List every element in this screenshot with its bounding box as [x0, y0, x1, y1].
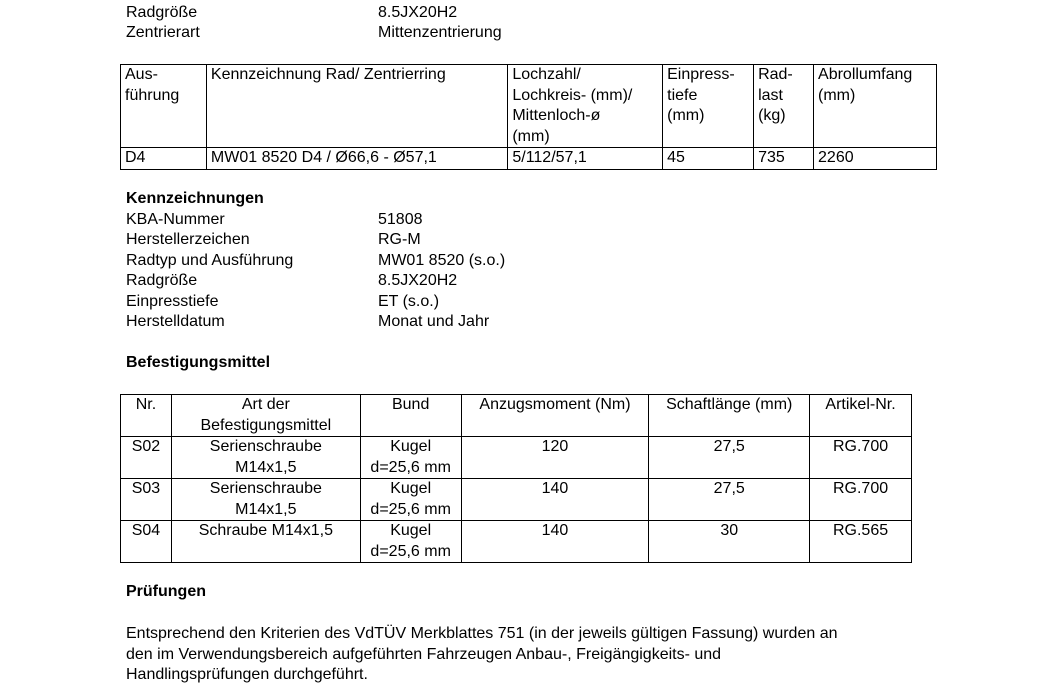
field-label: Herstelldatum — [126, 313, 225, 330]
table-row — [121, 437, 912, 479]
table-cell: RG.700 — [810, 437, 912, 479]
table-cell: Schraube M14x1,5 — [171, 521, 360, 563]
field-label: Radgröße — [126, 4, 198, 21]
table-cell: Serienschraube M14x1,5 — [171, 437, 360, 479]
header-cell: Art der Befestigungsmittel — [171, 395, 360, 437]
table-cell: MW01 8520 D4 / Ø66,6 - Ø57,1 — [206, 148, 507, 170]
table-cell: Kugel d=25,6 mm — [360, 479, 461, 521]
field-label: Zentrierart — [126, 24, 200, 41]
table-cell: 30 — [649, 521, 810, 563]
table-cell: 5/112/57,1 — [508, 148, 663, 170]
header-cell: Anzugsmoment (Nm) — [461, 395, 649, 437]
header-cell: Lochzahl/ Lochkreis- (mm)/ Mittenloch-ø (mm) — [508, 65, 663, 148]
table-header-row — [121, 65, 937, 148]
paragraph-line: den im Verwendungsbereich aufgeführten Fahrzeugen Anbau-, Freigängigkeits- und — [126, 645, 722, 663]
section-heading-befestigungsmittel: Befestigungsmittel — [126, 354, 271, 371]
kennzeichnung-row — [126, 230, 421, 251]
field-row-radgroesse — [126, 3, 457, 24]
field-label: Radgröße — [126, 272, 198, 289]
table-cell: 45 — [663, 148, 754, 170]
pruefungen-paragraph — [126, 624, 956, 686]
header-cell: Artikel-Nr. — [810, 395, 912, 437]
table-cell: S02 — [121, 437, 172, 479]
table-cell: 2260 — [814, 148, 937, 170]
table-cell: RG.565 — [810, 521, 912, 563]
paragraph-line: Handlingsprüfungen durchgeführt. — [126, 666, 368, 683]
table-row — [121, 479, 912, 521]
field-value: MW01 8520 (s.o.) — [378, 252, 506, 269]
kennzeichnung-row — [126, 312, 489, 333]
section-heading-pruefungen: Prüfungen — [126, 583, 206, 600]
fastener-table — [120, 394, 912, 563]
wheel-version-table — [120, 64, 937, 170]
table-row — [121, 148, 937, 170]
table-cell: RG.700 — [810, 479, 912, 521]
table-cell: 27,5 — [649, 479, 810, 521]
section-heading-kennzeichnungen: Kennzeichnungen — [126, 190, 264, 207]
field-value: Mittenzentrierung — [378, 24, 502, 41]
header-cell: Aus- führung — [121, 65, 207, 148]
field-label: KBA-Nummer — [126, 211, 225, 228]
field-value: 51808 — [378, 211, 423, 228]
field-row-zentrierart — [126, 23, 502, 44]
kennzeichnung-row — [126, 210, 423, 231]
table-cell: Kugel d=25,6 mm — [360, 521, 461, 563]
kennzeichnung-row — [126, 271, 457, 292]
field-value: RG-M — [378, 231, 421, 248]
table-cell: D4 — [121, 148, 207, 170]
field-label: Einpresstiefe — [126, 293, 219, 310]
table-cell: Kugel d=25,6 mm — [360, 437, 461, 479]
table-cell: S03 — [121, 479, 172, 521]
field-value: 8.5JX20H2 — [378, 4, 458, 21]
table-cell: 140 — [461, 521, 649, 563]
field-value: Monat und Jahr — [378, 313, 490, 330]
table-row — [121, 521, 912, 563]
header-cell: Kennzeichnung Rad/ Zentrierring — [206, 65, 507, 148]
header-cell: Rad- last (kg) — [754, 65, 814, 148]
kennzeichnung-row — [126, 251, 505, 272]
header-cell: Bund — [360, 395, 461, 437]
header-cell: Einpress- tiefe (mm) — [663, 65, 754, 148]
kennzeichnung-row — [126, 292, 439, 313]
table-cell: S04 — [121, 521, 172, 563]
header-cell: Abrollumfang (mm) — [814, 65, 937, 148]
table-cell: 140 — [461, 479, 649, 521]
table-header-row — [121, 395, 912, 437]
field-value: ET (s.o.) — [378, 293, 440, 310]
field-label: Herstellerzeichen — [126, 231, 250, 248]
table-cell: 120 — [461, 437, 649, 479]
header-cell: Schaftlänge (mm) — [649, 395, 810, 437]
paragraph-line: Entsprechend den Kriterien des VdTÜV Merkblattes 751 (in der jeweils gültigen Fassung) wurden an — [126, 625, 838, 642]
field-value: 8.5JX20H2 — [378, 272, 458, 289]
table-cell: Serienschraube M14x1,5 — [171, 479, 360, 521]
table-cell: 735 — [754, 148, 814, 170]
table-cell: 27,5 — [649, 437, 810, 479]
header-cell: Nr. — [121, 395, 172, 437]
field-label: Radtyp und Ausführung — [126, 252, 294, 269]
